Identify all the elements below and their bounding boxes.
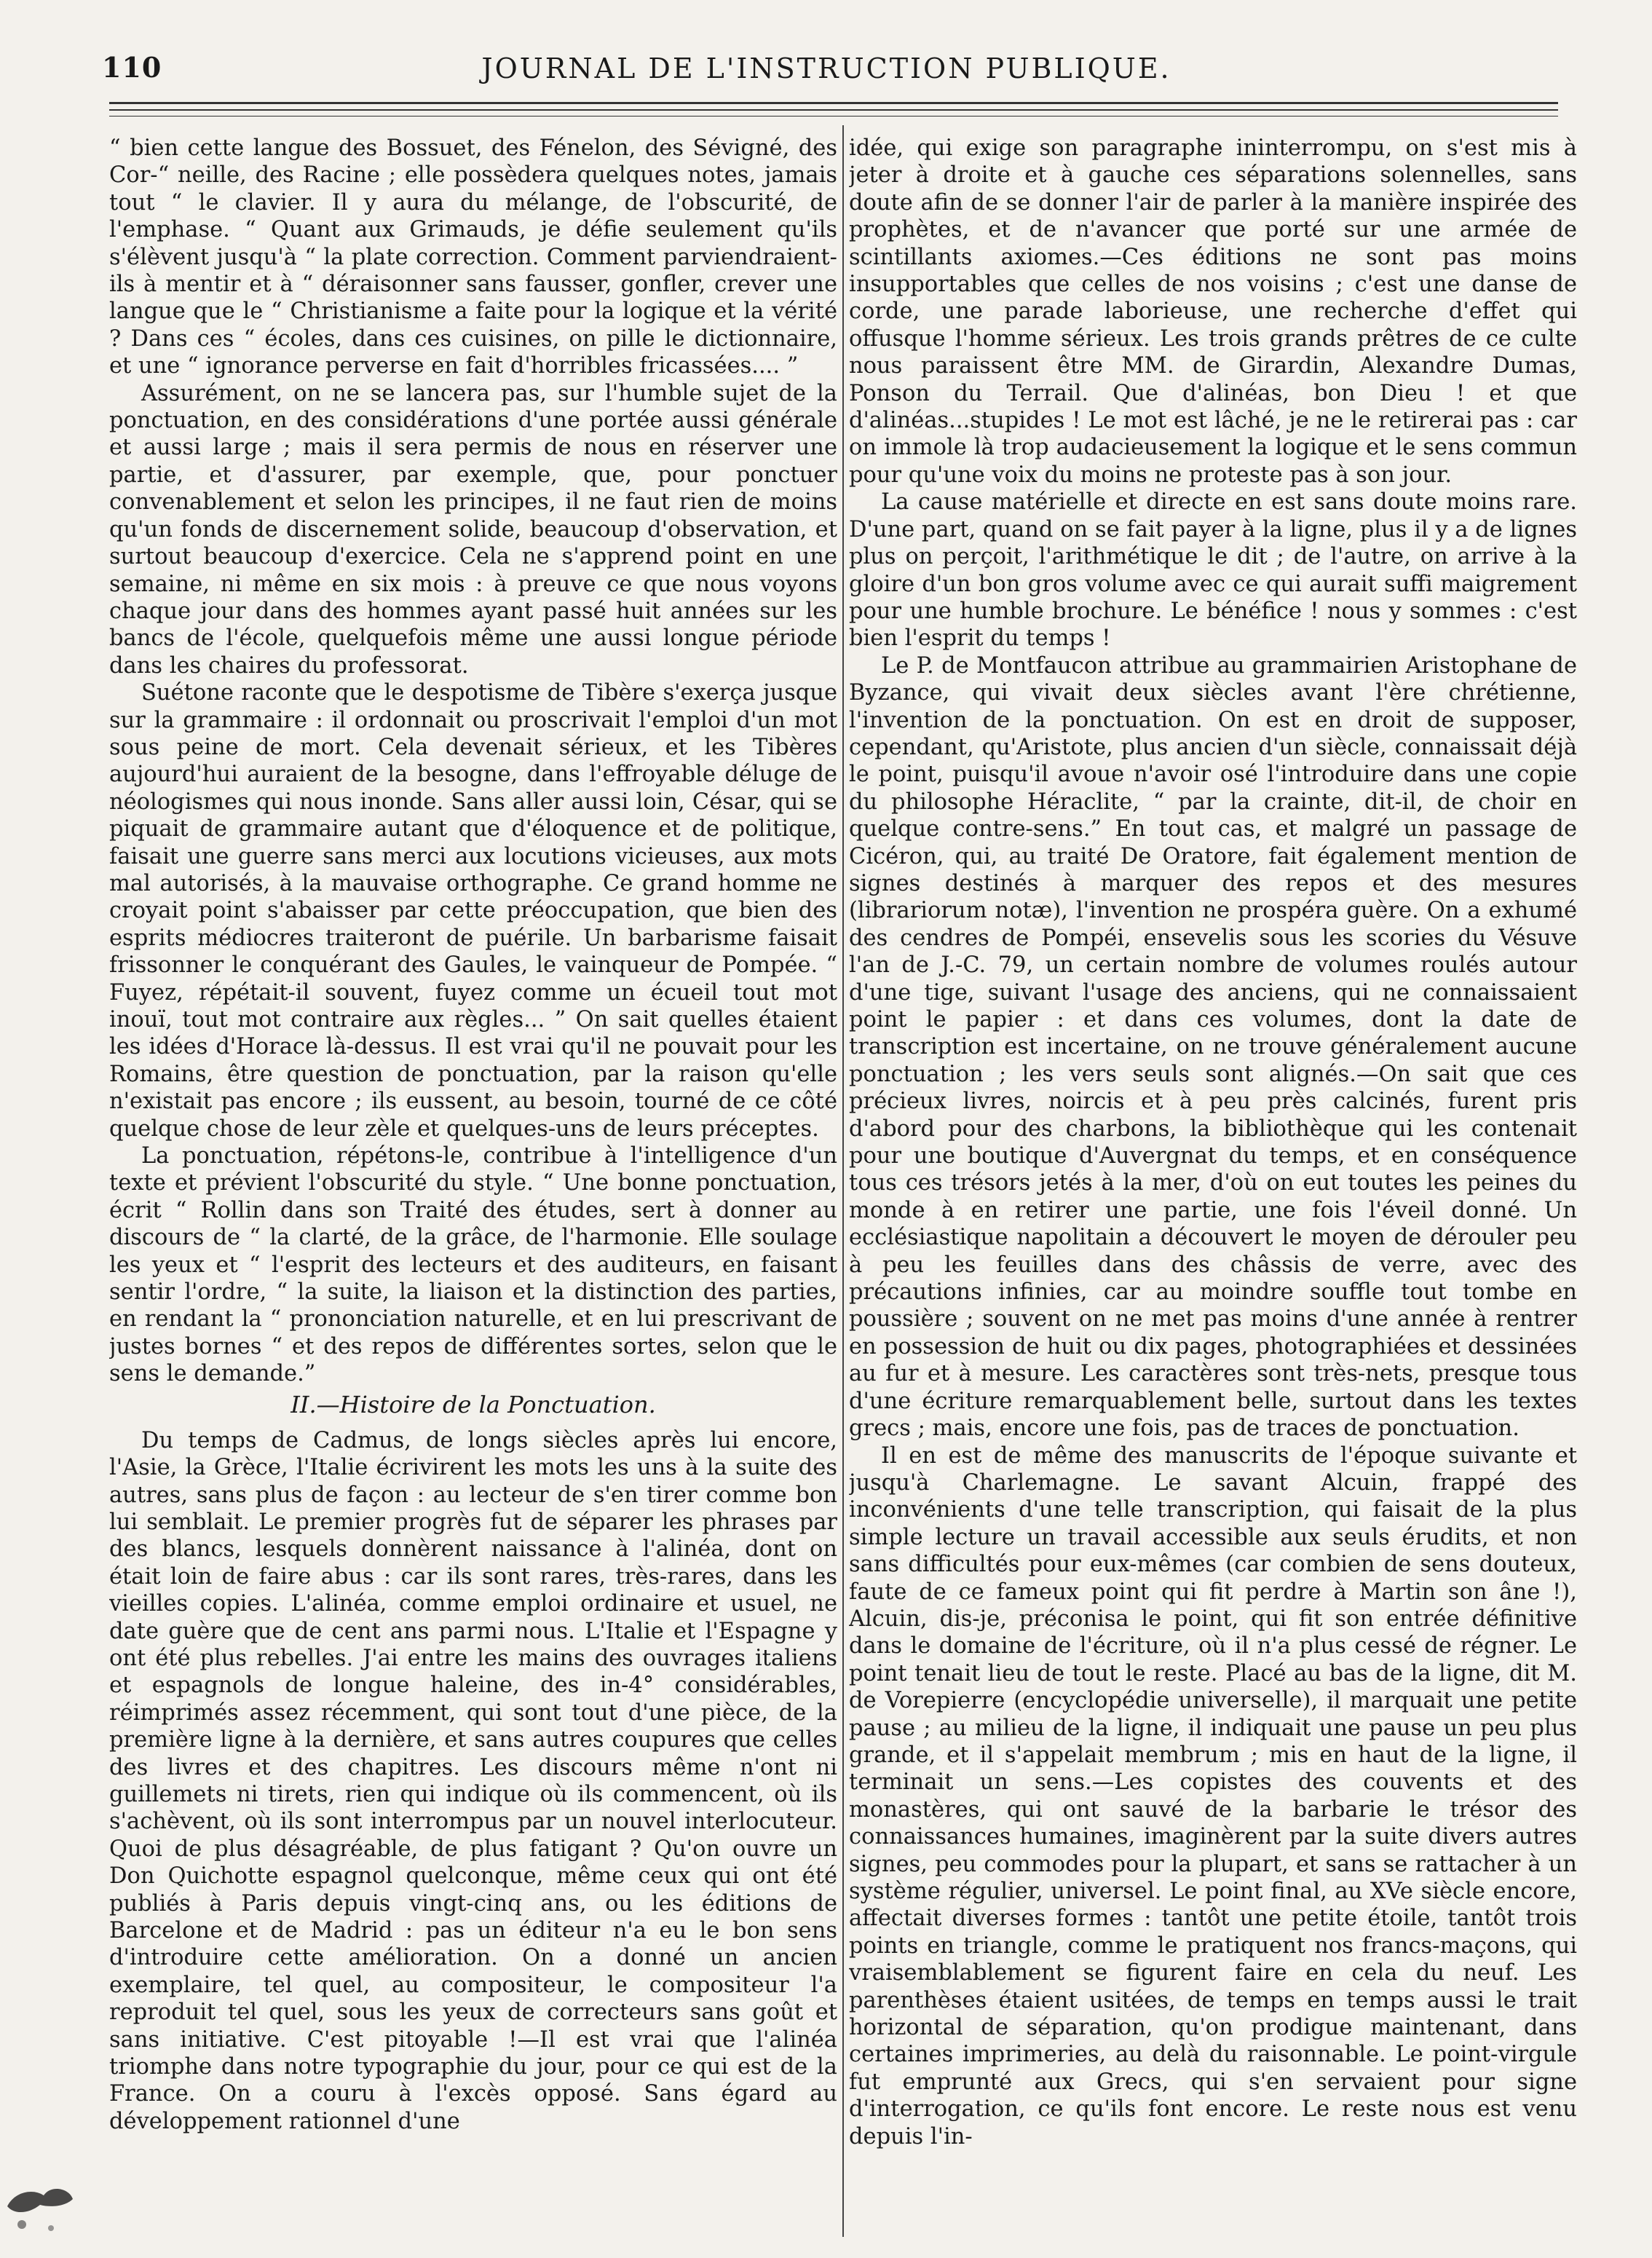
section-heading: II.—Histoire de la Ponctuation.	[291, 1390, 656, 1418]
library-stamp-icon	[0, 2155, 87, 2243]
paragraph: La cause matérielle et directe en est sans doute moins rare. D'une part, quand on se fait payer à la ligne, plus il y a de lignes plus on perçoit, l'arithmétique le dit ; de l'autre, on arrive à la gloire d'un bon gros volume avec ce qui aurait suffi maigrement pour une humble brochure. Le bénéfice ! nous y sommes : c'est bien l'esprit du temps !	[849, 489, 1577, 652]
paragraph: idée, qui exige son paragraphe ininterrompu, on s'est mis à jeter à droite et à gauche ces séparations solennelles, sans doute afin de se donner l'air de parler à la manière inspirée des prophètes, et de n'avancer que porté sur une armée de scintillants axiomes.—Ces éditions ne sont pas moins insupportables que celles de nos voisins ; c'est une danse de corde, une parade laborieuse, une recherche d'effet qui offusque l'homme sérieux. Les trois grands prêtres de ce culte nous paraissent être MM. de Girardin, Alexandre Dumas, Ponson du Terrail. Que d'alinéas, bon Dieu ! et que d'alinéas...stupides ! Le mot est lâché, je ne le retirerai pas : car on immole là trop audacieusement la logique et le sens commun pour qu'une voix du moins ne proteste pas à son jour.	[849, 135, 1577, 488]
header-rule	[109, 102, 1558, 104]
paragraph: “ bien cette langue des Bossuet, des Fénelon, des Sévigné, des Cor-“ neille, des Racine ; elle possèdera quelques notes, jamais tout “ le clavier. Il y aura du mélange, de l'obscurité, de l'emphase. “ Quant aux Grimauds, je défie seulement qu'ils s'élèvent jusqu'à “ la plate correction. Comment parviendraient-ils à mentir et à “ déraisonner sans fausser, gonfler, crever une langue que le “ Christianisme a faite pour la logique et la vérité ? Dans ces “ écoles, dans ces cuisines, on pille le dictionnaire, et une “ ignorance perverse en fait d'horribles fricassées.... ”	[109, 135, 837, 379]
paragraph: Le P. de Montfaucon attribue au grammairien Aristophane de Byzance, qui vivait deux siècles avant l'ère chrétienne, l'invention de la ponctuation. On est en droit de supposer, cependant, qu'Aristote, plus ancien d'un siècle, connaissait déjà le point, puisqu'il avoue n'avoir osé l'introduire dans une copie du philosophe Héraclite, “ par la crainte, dit-il, de choir en quelque contre-sens.” En tout cas, et malgré un passage de Cicéron, qui, au traité De Oratore, fait également mention de signes destinés à marquer des repos et des mesures (librariorum notæ), l'invention ne prospéra guère. On a exhumé des cendres de Pompéi, ensevelis sous les scories du Vésuve l'an de J.-C. 79, un certain nombre de volumes roulés autour d'une tige, suivant l'usage des anciens, qui ne connaissaient point le papier : et dans ces volumes, dont la date de transcription est incertaine, on ne trouve généralement aucune ponctuation ; les vers seuls sont alignés.—On sait que ces précieux livres, noircis et à peu près calcinés, furent pris d'abord pour des charbons, la bibliothèque qui les contenait pour une boutique d'Auvergnat du temps, et en conséquence tous ces trésors jetés à la mer, d'où on eut toutes les peines du monde à en retirer une partie, une fois l'éveil donné. Un ecclésiastique napolitain a découvert le moyen de dérouler peu à peu les feuilles dans des châssis de verre, avec des précautions infinies, car au moindre souffle tout tombe en poussière ; souvent on ne met pas moins d'une année à rentrer en possession de huit ou dix pages, photographiées et dessinées au fur et à mesure. Les caractères sont très-nets, presque tous d'une écriture remarquablement belle, surtout dans les textes grecs ; mais, encore une fois, pas de traces de ponctuation.	[849, 652, 1577, 1442]
paragraph: Suétone raconte que le despotisme de Tibère s'exerça jusque sur la grammaire : il ordonnait ou proscrivait l'emploi d'un mot sous peine de mort. Cela devenait sérieux, et les Tibères aujourd'hui auraient de la besogne, dans l'effroyable déluge de néologismes qui nous inonde. Sans aller aussi loin, César, qui se piquait de grammaire autant que d'éloquence et de politique, faisait une guerre sans merci aux locutions vicieuses, aux mots mal autorisés, à la mauvaise orthographe. Ce grand homme ne croyait point s'abaisser par cette préoccupation, que bien des esprits médiocres traiteront de puérile. Un barbarisme faisait frissonner le conquérant des Gaules, le vainqueur de Pompée. “ Fuyez, répétait-il souvent, fuyez comme un écueil tout mot inouï, tout mot contraire aux règles... ” On sait quelles étaient les idées d'Horace là-dessus. Il est vrai qu'il ne pouvait pour les Romains, être question de ponctuation, par la raison qu'elle n'existait pas encore ; ils eussent, au besoin, tourné de ce côté quelque chose de leur zèle et quelques-uns de leurs préceptes.	[109, 680, 837, 1142]
column-divider	[842, 125, 844, 2237]
header-rule	[109, 116, 1558, 117]
left-column	[109, 135, 837, 2225]
page-header	[102, 51, 1551, 95]
header-rule	[109, 109, 1558, 111]
page-number: 110	[102, 51, 162, 84]
paragraph: Assurément, on ne se lancera pas, sur l'humble sujet de la ponctuation, en des considérations d'une portée aussi générale et aussi large ; mais il sera permis de nous en réserver une partie, et d'assurer, par exemple, que, pour ponctuer convenablement et selon les principes, il ne faut rien de moins qu'un fonds de discernement solide, beaucoup d'observation, et surtout beaucoup d'exercice. Cela ne s'apprend point en une semaine, ni même en six mois : à preuve ce que nous voyons chaque jour dans des hommes ayant passé huit années sur les bancs de l'école, quelquefois même une aussi longue période dans les chaires du professorat.	[109, 380, 837, 679]
right-column	[849, 135, 1577, 2225]
running-title: JOURNAL DE L'INSTRUCTION PUBLIQUE.	[481, 52, 1171, 84]
paragraph: Du temps de Cadmus, de longs siècles après lui encore, l'Asie, la Grèce, l'Italie écrivirent les mots les uns à la suite des autres, sans plus de façon : au lecteur de s'en tirer comme bon lui semblait. Le premier progrès fut de séparer les phrases par des blancs, lesquels donnèrent naissance à l'alinéa, dont on était loin de faire abus : car ils sont rares, très-rares, dans les vieilles copies. L'alinéa, comme emploi ordinaire et usuel, ne date guère que de cent ans parmi nous. L'Italie et l'Espagne y ont été plus rebelles. J'ai entre les mains des ouvrages italiens et espagnols de longue haleine, des in-4° considérables, réimprimés assez récemment, qui sont tout d'une pièce, de la première ligne à la dernière, et sans autres coupures que celles des livres et des chapitres. Les discours même n'ont ni guillemets ni tirets, rien qui indique où ils commencent, où ils s'achèvent, où ils sont interrompus par un nouvel interlocuteur. Quoi de plus désagréable, de plus fatigant ? Qu'on ouvre un Don Quichotte espagnol quelconque, même ceux qui ont été publiés à Paris depuis vingt-cinq ans, ou les éditions de Barcelone et de Madrid : pas un éditeur n'a eu le bon sens d'introduire cette amélioration. On a donné un ancien exemplaire, tel quel, au compositeur, le compositeur l'a reproduit tel quel, sous les yeux de correcteurs sans goût et sans initiative. C'est pitoyable !—Il est vrai que l'alinéa triomphe dans notre typographie du jour, pour ce qui est de la France. On a couru à l'excès opposé. Sans égard au développement rationnel d'une	[109, 1427, 837, 2134]
paragraph: La ponctuation, répétons-le, contribue à l'intelligence d'un texte et prévient l'obscurité du style. “ Une bonne ponctuation, écrit “ Rollin dans son Traité des études, sert à donner au discours de “ la clarté, de la grâce, de l'harmonie. Elle soulage les yeux et “ l'esprit des lecteurs et des auditeurs, en faisant sentir l'ordre, “ la suite, la liaison et la distinction des parties, en rendant la “ prononciation naturelle, et en lui prescrivant de justes bornes “ et des repos de différentes sortes, selon que le sens le demande.”	[109, 1143, 837, 1387]
paragraph: Il en est de même des manuscrits de l'époque suivante et jusqu'à Charlemagne. Le savant Alcuin, frappé des inconvénients d'une telle transcription, qui faisait de la plus simple lecture un travail accessible aux seuls érudits, et non sans difficultés pour eux-mêmes (car combien de sens douteux, faute de ce fameux point qui fit perdre à Martin son âne !), Alcuin, dis-je, préconisa le point, qui fit son entrée définitive dans le domaine de l'écriture, où il n'a plus cessé de régner. Le point tenait lieu de tout le reste. Placé au bas de la ligne, dit M. de Vorepierre (encyclopédie universelle), il marquait une petite pause ; au milieu de la ligne, il indiquait une pause un peu plus grande, et il s'appelait membrum ; mis en haut de la ligne, il terminait un sens.—Les copistes des couvents et des monastères, qui ont sauvé de la barbarie le trésor des connaissances humaines, imaginèrent par la suite divers autres signes, peu commodes pour la plupart, et sans se rattacher à un système régulier, universel. Le point final, au XVe siècle encore, affectait diverses formes : tantôt une petite étoile, tantôt trois points en triangle, comme le pratiquent nos francs-maçons, qui vraisemblablement se figurent faire en cela du neuf. Les parenthèses étaient usitées, de temps en temps aussi le trait horizontal de séparation, qu'on prodigue maintenant, dans certaines imprimeries, au delà du raisonnable. Le point-virgule fut emprunté aux Grecs, qui s'en servaient pour signe d'interrogation, ce qu'ils font encore. Le reste nous est venu depuis l'in-	[849, 1442, 1577, 2150]
